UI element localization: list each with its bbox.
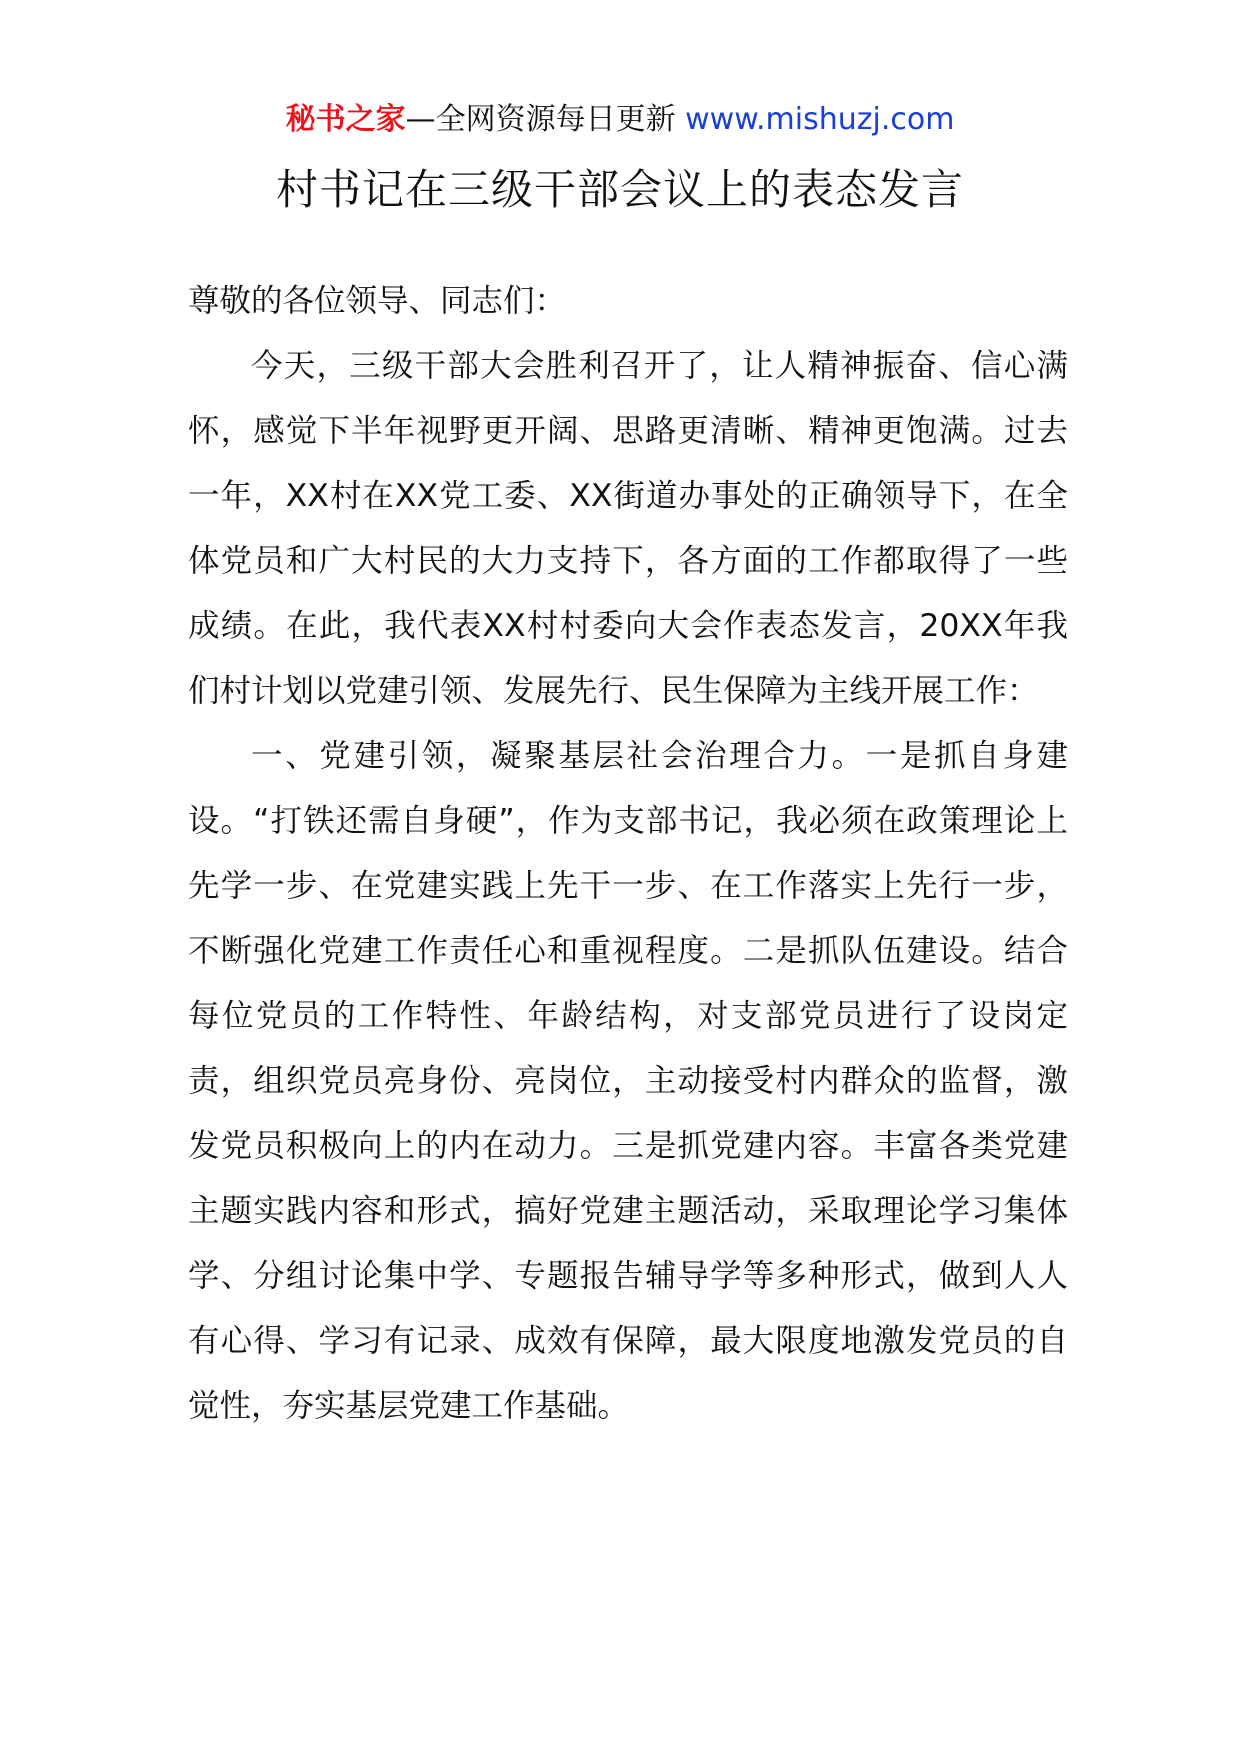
paragraph-intro: 今天，三级干部大会胜利召开了，让人精神振奋、信心满怀，感觉下半年视野更开阔、思路更清晰、精神更饱满。过去一年，XX村在XX党工委、XX街道办事处的正确领导下，在全体党员和广大村民的大力支持下，各方面的工作都取得了一些成绩。在此，我代表XX村村委向大会作表态发言，20XX年我们村计划以党建引领、发展先行、民生保障为主线开展工作：: [188, 348, 1068, 709]
site-header: [0, 100, 1240, 140]
document-title: 村书记在三级干部会议上的表态发言: [275, 165, 964, 214]
paragraph-party-building: 一、党建引领，凝聚基层社会治理合力。一是抓自身建设。“打铁还需自身硬”，作为支部书记，我必须在政策理论上先学一步、在党建实践上先干一步、在工作落实上先行一步，不断强化党建工作责任心和重视程度。二是抓队伍建设。结合每位党员的工作特性、年龄结构，对支部党员进行了设岗定责，组织党员亮身份、亮岗位，主动接受村内群众的监督，激发党员积极向上的内在动力。三是抓党建内容。丰富各类党建主题实践内容和形式，搞好党建主题活动，采取理论学习集体学、分组讨论集中学、专题报告辅导学等多种形式，做到人人有心得、学习有记录、成效有保障，最大限度地激发党员的自觉性，夯实基层党建工作基础。: [188, 738, 1068, 1424]
site-tagline: —全网资源每日更新: [405, 102, 686, 137]
salutation: 尊敬的各位领导、同志们：: [188, 283, 567, 319]
brand-name: 秘书之家: [285, 102, 406, 137]
document-body: [188, 269, 1068, 1439]
site-url-link[interactable]: www.mishuzj.com: [685, 102, 955, 137]
